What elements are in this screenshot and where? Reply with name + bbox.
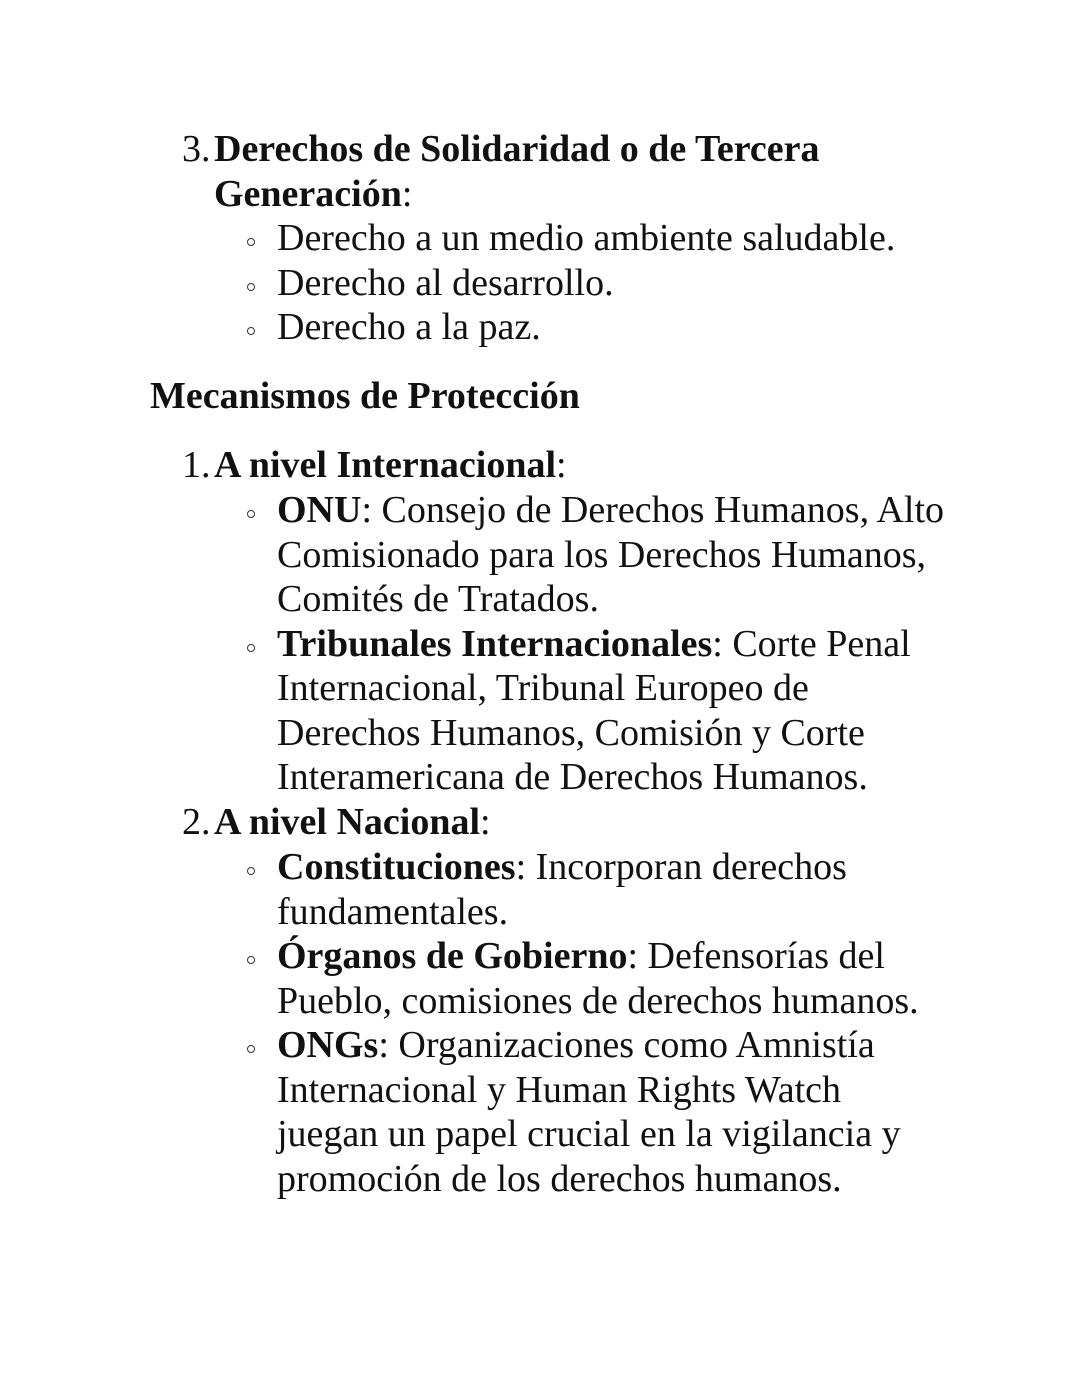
circle-bullet-icon: [247, 238, 255, 246]
list-item-title: A nivel Nacional: [214, 801, 481, 843]
list-item: Constituciones: Incorporan derechos fundamentales.: [245, 845, 945, 934]
list-item-text: A nivel Internacional:: [214, 444, 567, 486]
list-item-national: [182, 800, 942, 845]
list-number: 1.: [182, 444, 211, 486]
list-item: Derecho a la paz.: [245, 305, 945, 350]
list-item-text: Derechos de Solidaridad o de Tercera Generación:: [214, 128, 820, 215]
list-item-international: [182, 443, 942, 488]
circle-bullet-icon: [247, 283, 255, 291]
list-item: Derecho al desarrollo.: [245, 261, 945, 306]
circle-bullet-icon: [247, 867, 255, 875]
third-generation-rights-list: [245, 216, 945, 350]
list-item: ONU: Consejo de Derechos Humanos, Alto Comisionado para los Derechos Humanos, Comités de Tratados.: [245, 488, 945, 622]
national-mechanisms-list: [245, 845, 945, 1201]
international-mechanisms-list: [245, 488, 945, 800]
section-heading: Mecanismos de Protección: [150, 375, 580, 417]
list-number: 3.: [182, 128, 211, 170]
list-number: 2.: [182, 801, 211, 843]
circle-bullet-icon: [247, 956, 255, 964]
list-item: Tribunales Internacionales: Corte Penal Internacional, Tribunal Europeo de Derechos Humanos, Comisión y Corte Interamericana de Derechos Humanos.: [245, 622, 945, 800]
list-item: Órganos de Gobierno: Defensorías del Pueblo, comisiones de derechos humanos.: [245, 934, 945, 1023]
list-item: Derecho a un medio ambiente saludable.: [245, 216, 945, 261]
list-item: ONGs: Organizaciones como Amnistía Internacional y Human Rights Watch juegan un papel crucial en la vigilancia y promoción de los derechos humanos.: [245, 1023, 945, 1201]
circle-bullet-icon: [247, 644, 255, 652]
list-item-title: A nivel Internacional: [214, 444, 557, 486]
list-item-title: Derechos de Solidaridad o de Tercera Generación: [214, 128, 820, 215]
list-item-text: A nivel Nacional:: [214, 801, 491, 843]
circle-bullet-icon: [247, 327, 255, 335]
circle-bullet-icon: [247, 1045, 255, 1053]
circle-bullet-icon: [247, 510, 255, 518]
list-item-third-generation: [182, 127, 942, 216]
